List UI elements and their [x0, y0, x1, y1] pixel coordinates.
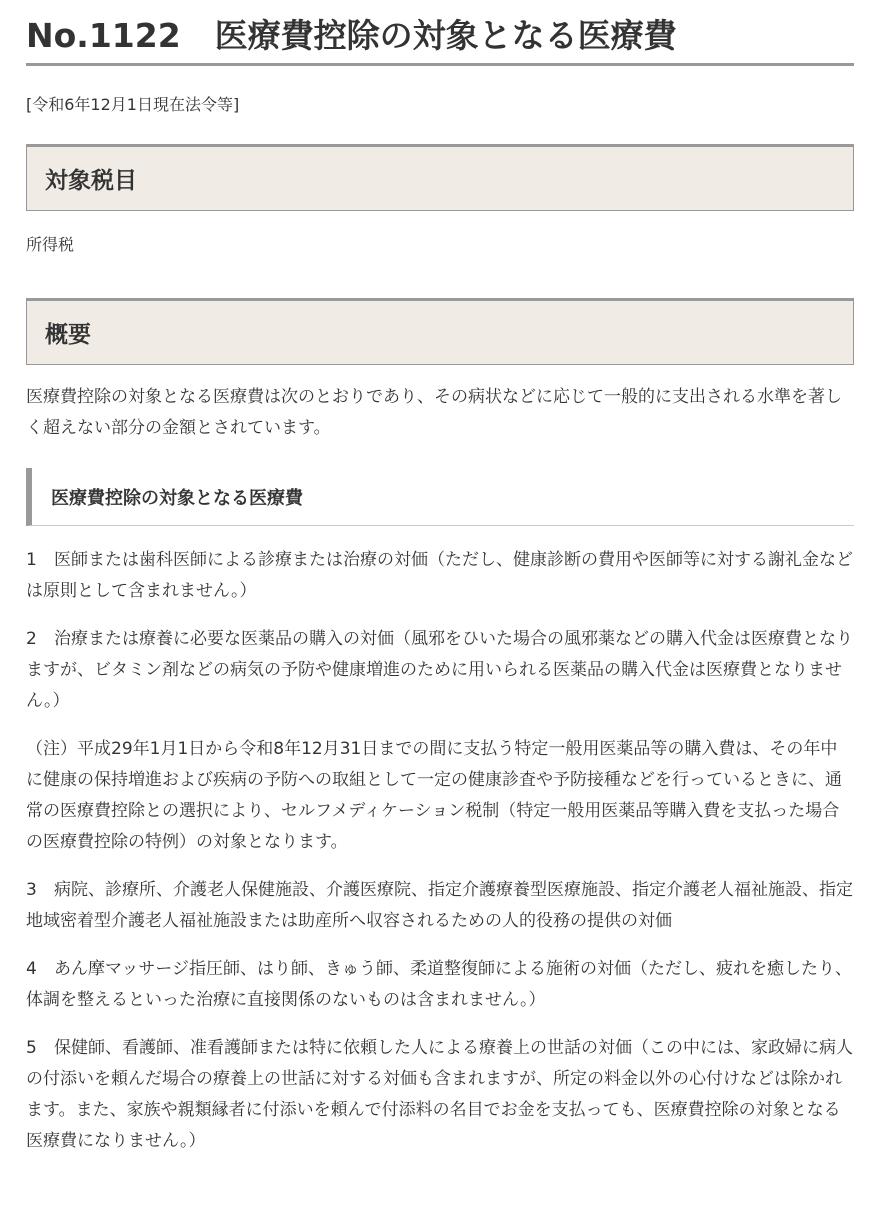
expense-item-text: あん摩マッサージ指圧師、はり師、きゅう師、柔道整復師による施術の対価（ただし、疲れを癒したり、体調を整えるといった治療に直接関係のないものは含まれません。） [26, 959, 852, 1010]
page-number: No.1122 [26, 16, 181, 55]
expense-item [26, 624, 854, 717]
medical-expenses-subheading: 医療費控除の対象となる医療費 [51, 487, 303, 509]
expense-item [26, 545, 854, 607]
expense-note-text: （注）平成29年1月1日から令和8年12月31日までの間に支払う特定一般用医薬品等の購入費は、その年中に健康の保持増進および疾病の予防への取組として一定の健康診査や予防接種などを行っているときに、通常の医療費控除との選択により、セルフメディケーション税制（特定一般用医薬品等購入費を支払った場合の医療費控除の特例）の対象となります。 [26, 739, 842, 852]
expense-item-text: 医師または歯科医師による診療または治療の対価（ただし、健康診断の費用や医師等に対する謝礼金などは原則として含まれません。） [26, 550, 853, 601]
expense-note [26, 734, 854, 858]
expense-item [26, 1033, 854, 1157]
expense-item-list [26, 545, 854, 1157]
page-title [26, 0, 854, 66]
expense-item-number: 1 [26, 550, 37, 570]
tax-section-heading: 対象税目 [45, 168, 137, 194]
expense-item-number: 3 [26, 880, 37, 900]
tax-section-heading-box [26, 144, 854, 211]
page-title-text: 医療費控除の対象となる医療費 [214, 16, 677, 55]
expense-item-number: 5 [26, 1038, 37, 1058]
expense-item-number: 2 [26, 629, 37, 649]
overview-section-heading: 概要 [45, 322, 91, 348]
expense-item-text: 病院、診療所、介護老人保健施設、介護医療院、指定介護療養型医療施設、指定介護老人福祉施設、指定地域密着型介護老人福祉施設または助産所へ収容されるための人的役務の提供の対価 [26, 880, 853, 931]
expense-item-text: 保健師、看護師、准看護師または特に依頼した人による療養上の世話の対価（この中には、家政婦に病人の付添いを頼んだ場合の療養上の世話に対する対価も含まれますが、所定の料金以外の心付けなどは除かれます。また、家族や親類縁者に付添いを頼んで付添料の名目でお金を支払っても、医療費控除の対象となる医療費になりません。） [26, 1038, 853, 1151]
expense-item [26, 875, 854, 937]
tax-section-text: 所得税 [26, 235, 75, 254]
expense-item [26, 954, 854, 1016]
page-content [26, 0, 854, 1157]
law-date: [令和6年12月1日現在法令等] [26, 95, 240, 114]
overview-section-heading-box [26, 298, 854, 365]
expense-item-number: 4 [26, 959, 37, 979]
expense-item-text: 治療または療養に必要な医薬品の購入の対価（風邪をひいた場合の風邪薬などの購入代金は医療費となりますが、ビタミン剤などの病気の予防や健康増進のために用いられる医薬品の購入代金は医療費となりません。） [26, 629, 853, 711]
overview-text: 医療費控除の対象となる医療費は次のとおりであり、その病状などに応じて一般的に支出される水準を著しく超えない部分の金額とされています。 [26, 387, 842, 438]
medical-expenses-subheading-box [26, 468, 854, 526]
